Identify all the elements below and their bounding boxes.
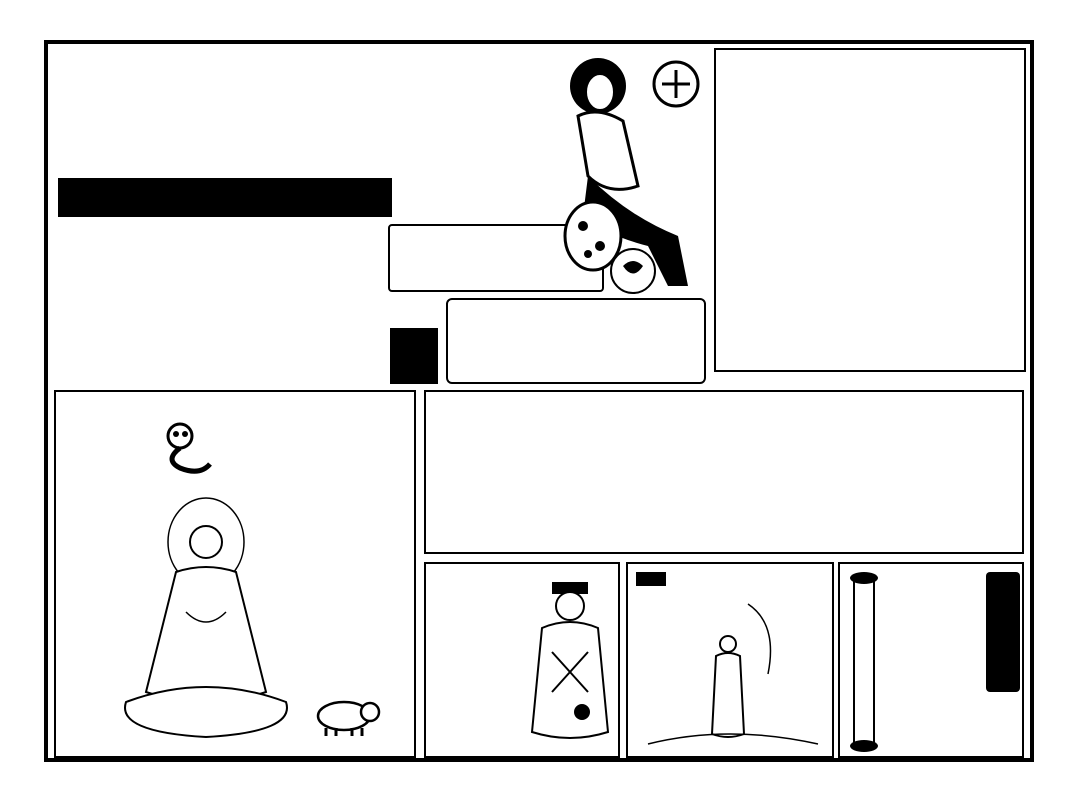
jinnang-plaque <box>986 572 1020 692</box>
lady-illustration <box>528 46 708 296</box>
sun-box <box>714 48 1026 372</box>
top-border-strip <box>0 8 1080 36</box>
page-title <box>70 60 490 170</box>
col-header <box>211 179 255 216</box>
sage-illustration <box>628 564 832 756</box>
number-table <box>58 178 392 217</box>
snake-icon <box>160 420 220 480</box>
insider-stamp <box>390 328 438 384</box>
scroll-box <box>838 562 1024 758</box>
table-header-row <box>59 179 391 216</box>
col-header <box>255 179 305 216</box>
today-zodiac-box <box>446 298 706 384</box>
bottom-border-strip <box>0 768 1080 796</box>
poem-box <box>54 390 416 758</box>
right-border-strip <box>1040 40 1076 762</box>
scroll-icon <box>844 568 884 754</box>
pig-icon <box>306 690 386 740</box>
col-header <box>59 179 211 216</box>
caishen-box <box>424 562 620 758</box>
left-border-strip <box>4 40 40 762</box>
issue-number <box>390 182 540 222</box>
hint-box <box>424 390 1024 554</box>
caishen-illustration <box>522 572 618 752</box>
guanyin-illustration <box>96 492 306 752</box>
number-table-wrap <box>58 178 392 217</box>
sage-box <box>626 562 834 758</box>
sun-icon <box>796 122 946 272</box>
col-header <box>305 179 391 216</box>
